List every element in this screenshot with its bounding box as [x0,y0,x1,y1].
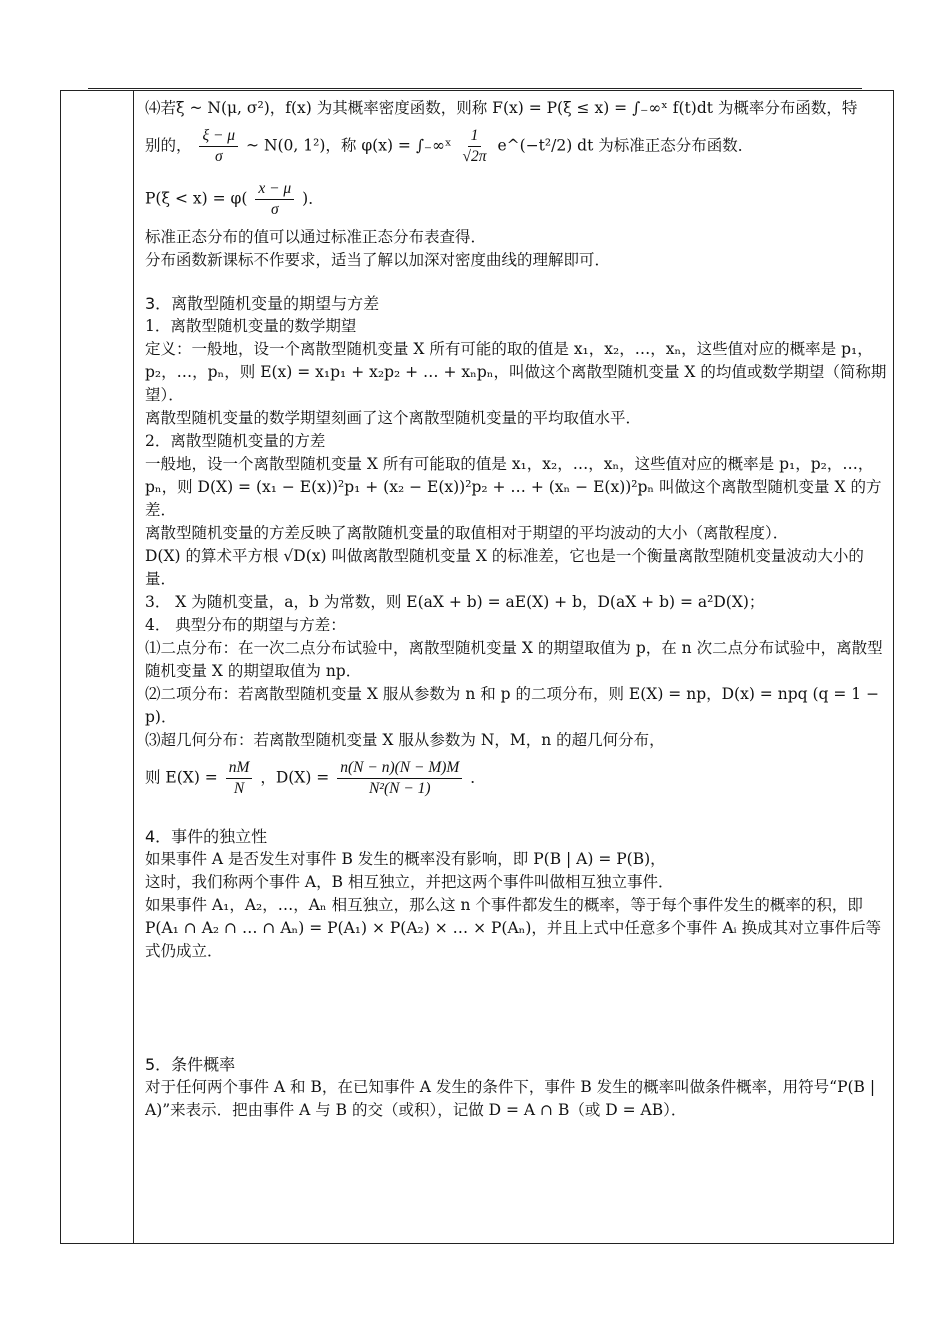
normal-line-2: 别的， $\frac{\xi - \mu}{\sigma}$ ~ N(0, 1²)，称 φ(x) = ∫₋∞ˣ $\frac{1}{√2\pi}$ e^(−t²/2) dt 为标准正态分布函数． [145,127,754,165]
normal-line-1: ⑷若ξ ~ N(μ, σ²)，f(x) 为其概率密度函数，则称 F(x) = P(ξ ≤ x) = ∫₋∞ˣ f(t)dt 为概率分布函数，特 [145,99,858,117]
normal-line-5: 分布函数新课标不作要求，适当了解以加深对密度曲线的理解即可． [145,251,611,269]
s3-note3: D(X) 的算术平方根 √D(x) 叫做离散型随机变量 X 的标准差，它也是一个衡量离散型随机变量波动大小的量． [145,547,864,588]
s3-note2: 离散型随机变量的方差反映了离散随机变量的取值相对于期望的平均波动的大小（离散程度）． [145,524,789,542]
s3-dist-2: ⑵二项分布：若离散型随机变量 X 服从参数为 n 和 p 的二项分布，则 E(X) = np，D(x) = npq (q = 1 − p)． [145,685,880,726]
s3-def2: 一般地，设一个离散型随机变量 X 所有可能取的值是 x₁，x₂，…，xₙ，这些值对应的概率是 p₁，p₂，…，pₙ，则 D(X) = (x₁ − E(x))²p₁ + (x₂ − E(x))²p₂ + … + (xₙ − E(x))²pₙ 叫做这个离散型随机变量 X 的方差． [145,455,882,519]
content-table [60,90,894,1244]
fraction: $\frac{n(N - n)(N - M)M}{\text{N²(N − 1)}}$ [337,758,462,799]
fraction: $\frac{x - \mu}{\sigma}$ [255,179,294,220]
s3-sub2: 2．离散型随机变量的方差 [145,432,326,450]
left-column [61,91,134,1243]
s3-sub1: 1．离散型随机变量的数学期望 [145,317,357,335]
section-5-heading: 5．条件概率 [145,1055,236,1074]
section-3-heading: 3．离散型随机变量的期望与方差 [145,294,380,313]
s3-item3: 3． X 为随机变量，a，b 为常数，则 E(aX + b) = aE(X) + b，D(aX + b) = a²D(X)； [145,593,765,611]
s4-p2: 这时，我们称两个事件 A，B 相互独立，并把这两个事件叫做相互独立事件． [145,873,674,891]
fraction: $\frac{nM}{N}$ [226,758,253,799]
main-content [145,97,887,1122]
normal-line-4: 标准正态分布的值可以通过标准正态分布表查得． [145,228,487,246]
s3-dist-1: ⑴二点分布：在一次二点分布试验中，离散型随机变量 X 的期望取值为 p，在 n 次二点分布试验中，离散型随机变量 X 的期望取值为 np． [145,639,883,680]
section-4-heading: 4．事件的独立性 [145,827,268,846]
header-rule [88,88,862,89]
s3-def1: 定义：一般地，设一个离散型随机变量 X 所有可能的取的值是 x₁，x₂，…，xₙ，这些值对应的概率是 p₁，p₂，…，pₙ，则 E(x) = x₁p₁ + x₂p₂ + … + xₙpₙ，叫做这个离散型随机变量 X 的均值或数学期望（简称期望）． [145,340,887,404]
fraction: $\frac{\xi - \mu}{\sigma}$ [199,126,238,167]
s4-p3: 如果事件 A₁，A₂，…，Aₙ 相互独立，那么这 n 个事件都发生的概率，等于每个事件发生的概率的积，即 P(A₁ ∩ A₂ ∩ … ∩ Aₙ) = P(A₁) × P(A₂) × … × P(Aₙ)，并且上式中任意多个事件 Aᵢ 换成其对立事件后等式仍成立． [145,896,882,960]
fraction: $\frac{1}{√2\pi}$ [462,127,487,165]
s4-p1: 如果事件 A 是否发生对事件 B 发生的概率没有影响，即 P(B | A) = P(B)， [145,850,666,868]
s5-p1: 对于任何两个事件 A 和 B，在已知事件 A 发生的条件下，事件 B 发生的概率叫做条件概率，用符号“P(B | A)”来表示．把由事件 A 与 B 的交（或积），记做 D = A ∩ B（或 D = AB）． [145,1078,876,1119]
normal-line-3: P(ξ < x) = φ( $\frac{x - \mu}{\sigma}$ )． [145,180,324,218]
s3-dist-3-formula: 则 E(X) = $\frac{nM}{N}$ ，D(X) = $\frac{n(N - n)(N - M)M}{\text{N²(N − 1)}}$ ． [145,759,486,797]
s3-item4: 4． 典型分布的期望与方差： [145,616,346,634]
s3-dist-3: ⑶超几何分布：若离散型随机变量 X 服从参数为 N，M，n 的超几何分布， [145,731,665,749]
s3-note1: 离散型随机变量的数学期望刻画了这个离散型随机变量的平均取值水平． [145,409,642,427]
